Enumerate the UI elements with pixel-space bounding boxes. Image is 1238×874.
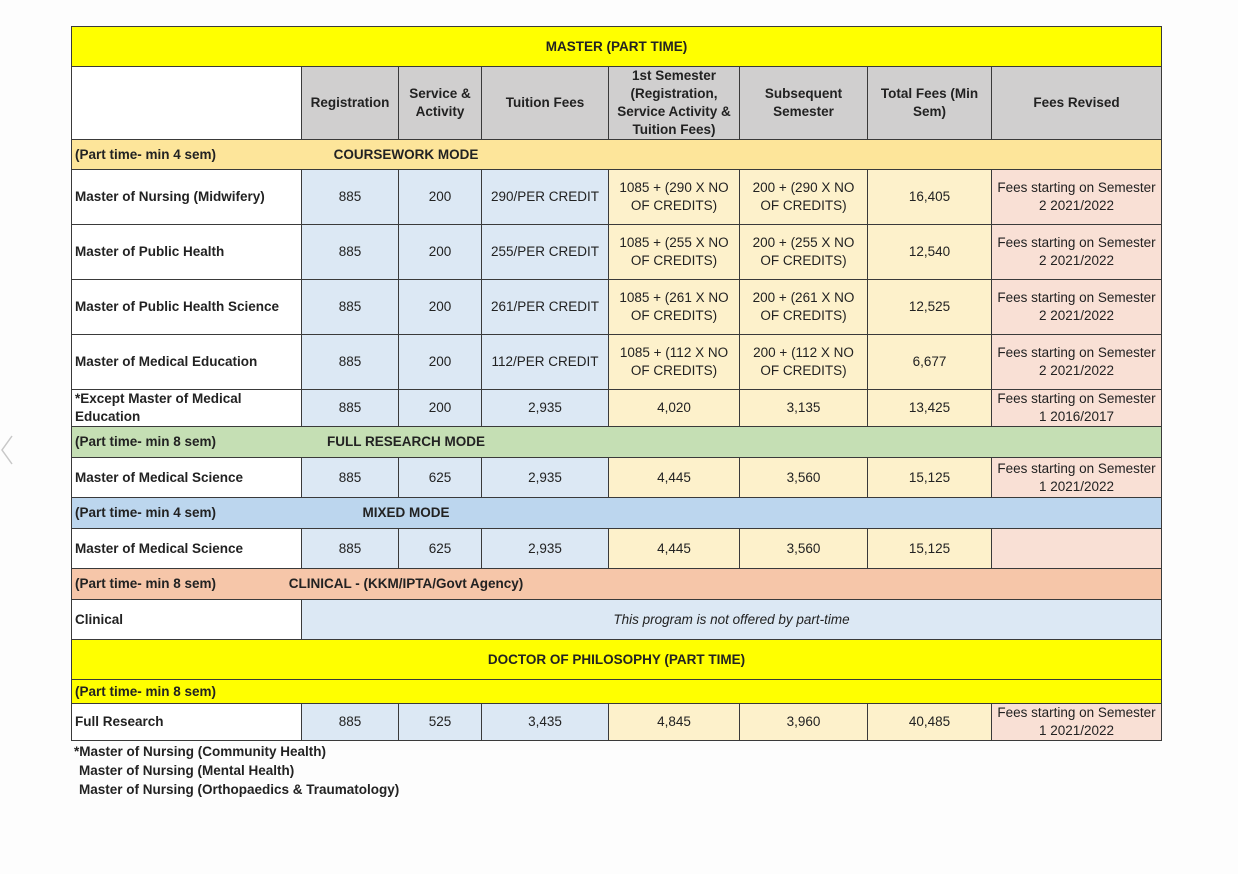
tuition-fee: 2,935 — [482, 458, 609, 498]
tuition-fee: 290/PER CREDIT — [482, 170, 609, 225]
registration-fee: 885 — [302, 335, 399, 390]
section-duration: (Part time- min 8 sem) — [72, 569, 302, 600]
fees-revised: Fees starting on Semester 2 2021/2022 — [992, 280, 1162, 335]
fee-table — [71, 26, 1162, 741]
program-name: Master of Nursing (Midwifery) — [72, 170, 302, 225]
section-clinical — [72, 569, 1162, 600]
total-fee: 12,525 — [868, 280, 992, 335]
section-mode: FULL RESEARCH MODE — [302, 427, 1162, 458]
tuition-fee: 2,935 — [482, 390, 609, 427]
section-phd — [72, 680, 1162, 704]
footnote-line: Master of Nursing (Mental Health) — [79, 763, 295, 778]
first-sem-fee: 4,445 — [609, 458, 740, 498]
fees-revised: Fees starting on Semester 1 2021/2022 — [992, 458, 1162, 498]
registration-fee: 885 — [302, 529, 399, 569]
header-tuition-fees: Tuition Fees — [482, 67, 609, 140]
phd-title-row — [72, 640, 1162, 680]
program-name: *Except Master of Medical Education — [72, 390, 302, 427]
program-name: Master of Medical Education — [72, 335, 302, 390]
fees-revised: Fees starting on Semester 2 2021/2022 — [992, 225, 1162, 280]
header-service-activity: Service & Activity — [399, 67, 482, 140]
footnote-line: *Master of Nursing (Community Health) — [74, 744, 327, 759]
not-offered-note: This program is not offered by part-time — [302, 600, 1162, 640]
first-sem-fee: 4,445 — [609, 529, 740, 569]
subsequent-fee: 3,960 — [740, 704, 868, 741]
fees-revised: Fees starting on Semester 2 2021/2022 — [992, 170, 1162, 225]
subsequent-fee: 200 + (290 X NO OF CREDITS) — [740, 170, 868, 225]
first-sem-fee: 1085 + (255 X NO OF CREDITS) — [609, 225, 740, 280]
program-name: Master of Public Health Science — [72, 280, 302, 335]
phd-title: DOCTOR OF PHILOSOPHY (PART TIME) — [72, 640, 1162, 680]
header-total-fees: Total Fees (Min Sem) — [868, 67, 992, 140]
subsequent-fee: 3,560 — [740, 529, 868, 569]
service-fee: 200 — [399, 335, 482, 390]
registration-fee: 885 — [302, 280, 399, 335]
table-row — [72, 225, 1162, 280]
first-sem-fee: 4,845 — [609, 704, 740, 741]
registration-fee: 885 — [302, 390, 399, 427]
header-first-semester: 1st Semester (Registration, Service Activity & Tuition Fees) — [609, 67, 740, 140]
table-row — [72, 335, 1162, 390]
table-row — [72, 600, 1162, 640]
first-sem-fee: 4,020 — [609, 390, 740, 427]
first-sem-fee: 1085 + (112 X NO OF CREDITS) — [609, 335, 740, 390]
registration-fee: 885 — [302, 170, 399, 225]
service-fee: 200 — [399, 225, 482, 280]
subsequent-fee: 200 + (261 X NO OF CREDITS) — [740, 280, 868, 335]
table-row — [72, 704, 1162, 741]
table-title-row — [72, 27, 1162, 67]
section-coursework — [72, 140, 1162, 170]
program-name: Master of Medical Science — [72, 458, 302, 498]
fees-revised: Fees starting on Semester 1 2021/2022 — [992, 704, 1162, 741]
total-fee: 15,125 — [868, 529, 992, 569]
subsequent-fee: 200 + (255 X NO OF CREDITS) — [740, 225, 868, 280]
fees-revised — [992, 529, 1162, 569]
program-name: Clinical — [72, 600, 302, 640]
service-fee: 525 — [399, 704, 482, 741]
program-name: Full Research — [72, 704, 302, 741]
total-fee: 40,485 — [868, 704, 992, 741]
fees-revised: Fees starting on Semester 2 2021/2022 — [992, 335, 1162, 390]
subsequent-fee: 3,135 — [740, 390, 868, 427]
first-sem-fee: 1085 + (261 X NO OF CREDITS) — [609, 280, 740, 335]
section-duration: (Part time- min 8 sem) — [72, 427, 302, 458]
tuition-fee: 261/PER CREDIT — [482, 280, 609, 335]
subsequent-fee: 3,560 — [740, 458, 868, 498]
total-fee: 6,677 — [868, 335, 992, 390]
section-mode: CLINICAL - (KKM/IPTA/Govt Agency) — [302, 569, 1162, 600]
chevron-left-icon — [0, 430, 20, 470]
program-name: Master of Medical Science — [72, 529, 302, 569]
section-mode: COURSEWORK MODE — [302, 140, 1162, 170]
section-mode: MIXED MODE — [302, 498, 1162, 529]
first-sem-fee: 1085 + (290 X NO OF CREDITS) — [609, 170, 740, 225]
table-title: MASTER (PART TIME) — [72, 27, 1162, 67]
service-fee: 200 — [399, 280, 482, 335]
table-row — [72, 529, 1162, 569]
registration-fee: 885 — [302, 704, 399, 741]
section-duration: (Part time- min 4 sem) — [72, 140, 302, 170]
table-row — [72, 170, 1162, 225]
header-subsequent-semester: Subsequent Semester — [740, 67, 868, 140]
footnote — [74, 742, 399, 799]
total-fee: 12,540 — [868, 225, 992, 280]
program-name: Master of Public Health — [72, 225, 302, 280]
service-fee: 625 — [399, 458, 482, 498]
column-header-row — [72, 67, 1162, 140]
section-duration: (Part time- min 4 sem) — [72, 498, 302, 529]
section-full-research — [72, 427, 1162, 458]
fees-revised: Fees starting on Semester 1 2016/2017 — [992, 390, 1162, 427]
table-row — [72, 390, 1162, 427]
total-fee: 13,425 — [868, 390, 992, 427]
section-duration: (Part time- min 8 sem) — [72, 680, 1162, 704]
table-row — [72, 280, 1162, 335]
registration-fee: 885 — [302, 225, 399, 280]
tuition-fee: 2,935 — [482, 529, 609, 569]
total-fee: 16,405 — [868, 170, 992, 225]
registration-fee: 885 — [302, 458, 399, 498]
tuition-fee: 112/PER CREDIT — [482, 335, 609, 390]
table-row — [72, 458, 1162, 498]
tuition-fee: 3,435 — [482, 704, 609, 741]
tuition-fee: 255/PER CREDIT — [482, 225, 609, 280]
header-registration: Registration — [302, 67, 399, 140]
service-fee: 200 — [399, 390, 482, 427]
header-blank — [72, 67, 302, 140]
footnote-line: Master of Nursing (Orthopaedics & Traumatology) — [79, 782, 400, 797]
section-mixed — [72, 498, 1162, 529]
total-fee: 15,125 — [868, 458, 992, 498]
service-fee: 625 — [399, 529, 482, 569]
header-fees-revised: Fees Revised — [992, 67, 1162, 140]
subsequent-fee: 200 + (112 X NO OF CREDITS) — [740, 335, 868, 390]
previous-slide-button[interactable] — [0, 430, 20, 470]
service-fee: 200 — [399, 170, 482, 225]
